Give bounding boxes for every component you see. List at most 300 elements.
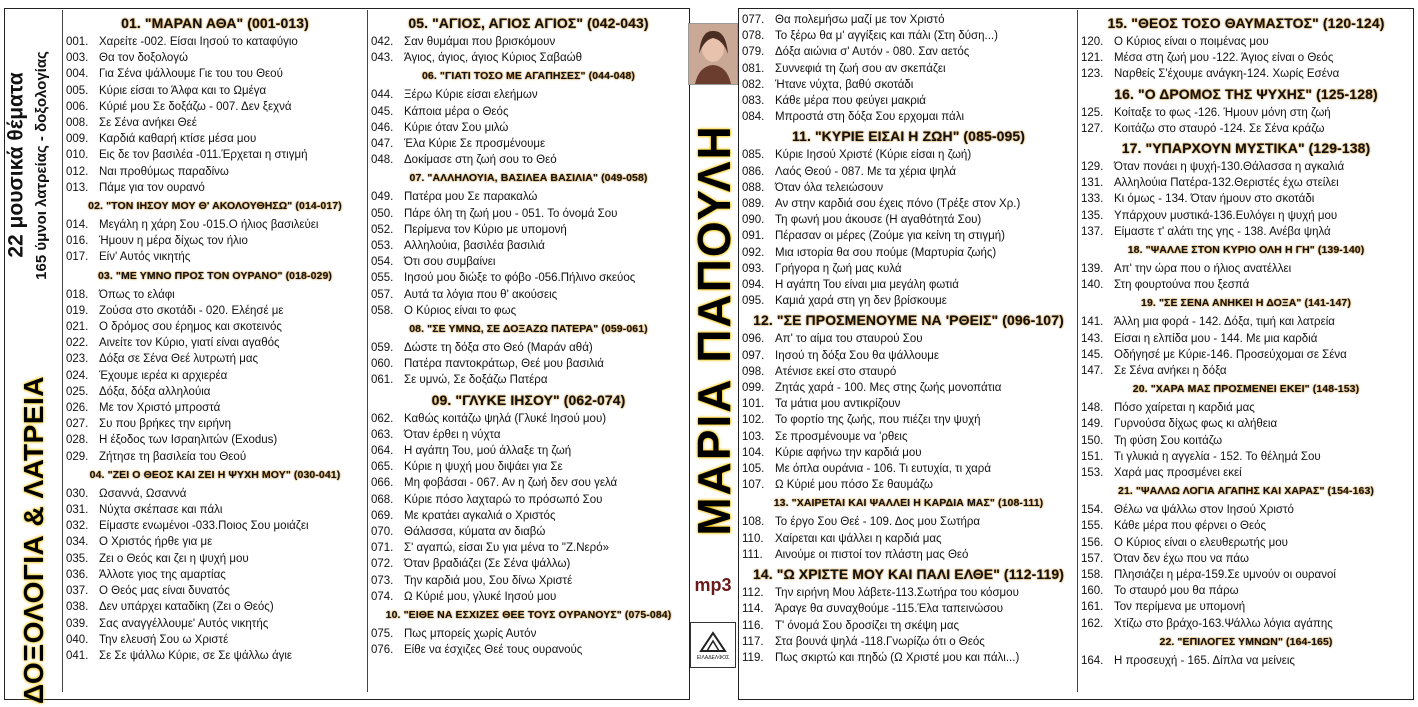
track-number: 077. — [742, 14, 765, 26]
track-item — [371, 475, 686, 491]
track-item — [1081, 465, 1411, 481]
track-title: Σε υμνώ, Σε δοξάζω Πατέρα — [404, 374, 548, 387]
track-number: 095. — [742, 295, 765, 308]
track-item — [1081, 224, 1411, 240]
track-item — [371, 303, 686, 319]
track-item — [66, 217, 364, 233]
track-number: 164. — [1081, 654, 1104, 667]
track-item — [742, 61, 1075, 77]
track-number: 093. — [742, 262, 765, 275]
track-item — [742, 196, 1075, 212]
spine-subtitle-2: 165 ύμνοι λατρείας - δοξολογίας — [32, 50, 50, 280]
track-item — [66, 583, 364, 599]
track-number: 143. — [1081, 332, 1104, 345]
track-item — [371, 120, 686, 136]
track-item — [742, 245, 1075, 261]
track-number: 018. — [66, 288, 89, 301]
track-item — [66, 83, 364, 99]
track-number: 069. — [371, 509, 394, 522]
track-title: Δώστε τη δόξα στο Θεό (Μαράν αθά) — [404, 342, 593, 355]
track-title: Είθε να έσχιζες Θεέ τους ουρανούς — [404, 644, 583, 657]
track-title: Με τον Χριστό μπροστά — [99, 402, 221, 415]
track-title: Έλα Κύριε Σε προσμένουμε — [404, 138, 546, 151]
track-column-2 — [371, 12, 686, 659]
track-number: 055. — [371, 272, 394, 285]
track-title: Θάλασσα, κύματα αν διαβώ — [404, 526, 546, 539]
track-number: 032. — [66, 520, 89, 533]
track-item — [1081, 363, 1411, 379]
track-title: Δόξα σε Σένα Θεέ λυτρωτή μας — [99, 353, 259, 366]
track-number: 059. — [371, 342, 394, 355]
artist-name: ΜΑΡΙΑ ΠΑΠΟΥΛΗ — [688, 124, 741, 536]
track-title: Ο Κύριος είναι το φως — [404, 304, 517, 317]
publisher-name: ΕΙΛΑΔΕΛΦΟΣ — [696, 655, 730, 661]
track-item — [1081, 331, 1411, 347]
track-title: Δόξα αιώνια σ' Αυτόν - 080. Σαν αετός — [775, 46, 970, 59]
track-title: Αλληλούια, βασιλέα βασιλιά — [404, 240, 545, 253]
track-item — [371, 573, 686, 589]
track-title: Τι γλυκιά η αγγελία - 152. Το θέλημά Σου — [1114, 450, 1321, 463]
track-item — [742, 331, 1075, 347]
track-title: Η αγάπη Του είναι μια μεγάλη φωτιά — [775, 279, 959, 292]
track-title: Την ειρήνη Μου λάβετε-113.Σωτήρα του κόσμου — [775, 587, 1019, 600]
track-title: Όταν δεν έχω που να πάω — [1114, 552, 1250, 565]
track-title: Μεγάλη η χάρη Σου -015.Ο ήλιος βασιλεύει — [99, 219, 319, 232]
track-item — [1081, 208, 1411, 224]
track-title: Την καρδιά μου, Σου δίνω Χριστέ — [404, 574, 573, 587]
track-title: Άλλοτε γιος της αμαρτίας — [99, 568, 226, 581]
track-number: 035. — [66, 552, 89, 565]
track-number: 074. — [371, 590, 394, 603]
track-number: 139. — [1081, 263, 1104, 276]
track-title: Το έργο Σου Θεέ - 109. Δος μου Σωτήρα — [775, 516, 981, 529]
album-section-heading: 16. "Ο ΔΡΟΜΟΣ ΤΗΣ ΨΥΧΗΣ" (125-128) — [1114, 85, 1378, 102]
track-item — [371, 626, 686, 642]
track-title: Μη φοβάσαι - 067. Αν η ζωή δεν σου γελά — [404, 477, 618, 490]
publisher-logo-icon — [698, 629, 728, 655]
track-column-3 — [742, 12, 1075, 666]
track-item — [371, 50, 686, 66]
track-number: 062. — [371, 412, 394, 425]
track-title: Όταν βραδιάζει (Σε Σένα ψάλλω) — [404, 558, 571, 571]
track-title: Έχουμε ιερέα κι αρχιερέα — [99, 369, 228, 382]
track-title: Κύριε πόσο λαχταρώ το πρόσωπό Σου — [404, 493, 603, 506]
track-number: 104. — [742, 446, 765, 459]
track-title: Σ' αγαπώ, είσαι Συ για μένα το "Ζ.Νερό» — [404, 542, 609, 555]
portrait-image — [689, 24, 737, 84]
album-section-heading: 09. "ΓΛΥΚΕ ΙΗΣΟΥ" (062-074) — [431, 391, 626, 408]
track-number: 147. — [1081, 365, 1104, 378]
track-item — [371, 556, 686, 572]
track-title: Ο δρόμος σου έρημος και σκοτεινός — [99, 321, 282, 334]
track-title: Πατέρα παντοκράτωρ, Θεέ μου βασιλιά — [404, 358, 604, 371]
track-title: Θα πολεμήσω μαζί με τον Χριστό — [775, 14, 945, 26]
track-item — [1081, 314, 1411, 330]
track-number: 092. — [742, 246, 765, 259]
track-item — [742, 650, 1075, 666]
track-title: Ναι προθύμως παραδίνω — [99, 165, 229, 178]
track-item — [66, 66, 364, 82]
track-number: 081. — [742, 62, 765, 75]
track-title: Ήμουν η μέρα δίχως τον ήλιο — [99, 235, 248, 248]
track-item — [371, 189, 686, 205]
track-number: 061. — [371, 374, 394, 387]
track-item — [742, 445, 1075, 461]
track-number: 029. — [66, 450, 89, 463]
track-number: 064. — [371, 445, 394, 458]
track-number: 082. — [742, 78, 765, 91]
track-title: Άγιος, άγιος, άγιος Κύριος Σαβαώθ — [404, 52, 583, 65]
track-title: Είμαστε τ' αλάτι της γης - 138. Ανέβα ψηλά — [1114, 225, 1331, 238]
track-title: Σας αναγγέλλουμε' Αυτός νικητής — [99, 617, 269, 630]
track-title: Ατένισε εκεί στο σταυρό — [775, 365, 897, 378]
track-title: Θα τον δοξολογώ — [99, 52, 189, 65]
track-title: Πάμε για τον ουρανό — [99, 181, 205, 194]
track-number: 034. — [66, 536, 89, 549]
track-number: 041. — [66, 649, 89, 662]
track-title: Κάθε μέρα που φέρνει ο Θεός — [1114, 520, 1267, 533]
track-title: Άλλη μια φορά - 142. Δόξα, τιμή και λατρεία — [1114, 316, 1335, 329]
track-title: Είσαι η ελπίδα μου - 144. Με μια καρδιά — [1114, 332, 1318, 345]
track-item — [1081, 616, 1411, 632]
track-item — [66, 567, 364, 583]
track-item — [66, 534, 364, 550]
track-item — [1081, 433, 1411, 449]
track-item — [742, 261, 1075, 277]
track-item — [66, 486, 364, 502]
track-number: 037. — [66, 585, 89, 598]
track-item — [66, 368, 364, 384]
track-number: 065. — [371, 461, 394, 474]
track-title: Κύριε όταν Σου μιλώ — [404, 121, 509, 134]
track-title: Περίμενα τον Κύριο με υπομονή — [404, 223, 567, 236]
track-title: Κοίταξε το φως -126. Ήμουν μόνη στη ζωή — [1114, 106, 1331, 119]
track-title: Σε Σε ψάλλω Κύριε, σε Σε ψάλλω άγιε — [99, 649, 293, 662]
track-item — [66, 632, 364, 648]
track-item — [371, 287, 686, 303]
track-number: 050. — [371, 207, 394, 220]
album-section-heading: 04. "ΖΕΙ Ο ΘΕΟΣ ΚΑΙ ΖΕΙ Η ΨΥΧΗ ΜΟΥ" (030-041) — [89, 468, 341, 481]
column-divider — [367, 10, 368, 692]
track-title: Καθώς κοιτάζω ψηλά (Γλυκέ Ιησού μου) — [404, 412, 607, 425]
album-section-heading: 05. "ΑΓΙΟΣ, ΑΓΙΟΣ ΑΓΙΟΣ" (042-043) — [408, 15, 649, 31]
track-title: Σαν θυμάμαι που βρισκόμουν — [404, 36, 556, 48]
track-number: 151. — [1081, 450, 1104, 463]
track-item — [1081, 261, 1411, 277]
track-item — [371, 340, 686, 356]
track-title: Η προσευχή - 165. Δίπλα να μείνεις — [1114, 654, 1295, 667]
track-title: Εις δε τον βασιλέα -011.Έρχεται η στιγμή — [99, 149, 308, 162]
track-title: Αν στην καρδιά σου έχεις πόνο (Τρέξε στον Χρ.) — [775, 198, 1021, 211]
track-item — [371, 104, 686, 120]
track-number: 135. — [1081, 209, 1104, 222]
track-number: 017. — [66, 251, 89, 264]
track-number: 096. — [742, 333, 765, 346]
track-number: 028. — [66, 434, 89, 447]
album-section-heading: 11. "ΚΥΡΙΕ ΕΙΣΑΙ Η ΖΩΗ" (085-095) — [791, 128, 1026, 145]
track-number: 026. — [66, 402, 89, 415]
track-item — [371, 642, 686, 658]
track-number: 048. — [371, 154, 394, 167]
track-number: 137. — [1081, 225, 1104, 238]
track-item — [371, 372, 686, 388]
track-item — [742, 44, 1075, 60]
track-number: 053. — [371, 240, 394, 253]
publisher-logo — [690, 622, 736, 668]
track-item — [1081, 277, 1411, 293]
track-item — [1081, 449, 1411, 465]
track-item — [1081, 347, 1411, 363]
track-item — [1081, 34, 1411, 50]
track-item — [742, 228, 1075, 244]
track-item — [66, 34, 364, 50]
album-section-heading: 03. "ΜΕ ΥΜΝΟ ΠΡΟΣ ΤΟΝ ΟΥΡΑΝΟ" (018-029) — [97, 269, 332, 282]
track-item — [66, 335, 364, 351]
track-item — [742, 212, 1075, 228]
track-title: Κάθε μέρα που φεύγει μακριά — [775, 95, 926, 108]
track-number: 009. — [66, 133, 89, 146]
track-item — [1081, 653, 1411, 669]
track-item — [742, 147, 1075, 163]
track-number: 127. — [1081, 122, 1104, 135]
track-number: 154. — [1081, 504, 1104, 517]
track-title: Ήτανε νύχτα, βαθύ σκοτάδι — [775, 78, 914, 91]
track-item — [66, 50, 364, 66]
track-title: Σε Σένα ανήκει η δόξα — [1114, 365, 1227, 378]
track-item — [66, 249, 364, 265]
track-item — [742, 514, 1075, 530]
track-item — [371, 411, 686, 427]
track-item — [371, 34, 686, 50]
track-title: Την ελευσή Σου ω Χριστέ — [99, 633, 229, 646]
track-title: Μέσα στη ζωή μου -122. Άγιος είναι ο Θεός — [1114, 52, 1334, 65]
album-section-heading: 14. "Ω ΧΡΙΣΤΕ ΜΟΥ ΚΑΙ ΠΑΛΙ ΕΛΘΕ" (112-119) — [753, 566, 1064, 583]
track-number: 107. — [742, 479, 765, 492]
track-number: 119. — [742, 651, 764, 664]
track-number: 140. — [1081, 279, 1104, 292]
track-title: Πάρε όλη τη ζωή μου - 051. Το όνομά Σου — [404, 207, 618, 220]
track-item — [66, 384, 364, 400]
track-item — [371, 238, 686, 254]
album-section-heading: 12. "ΣΕ ΠΡΟΣΜΕΝΟΥΜΕ ΝΑ 'ΡΘΕΙΣ" (096-107) — [753, 312, 1064, 329]
track-number: 003. — [66, 52, 89, 65]
track-number: 121. — [1081, 52, 1104, 65]
track-title: Ο Θεός μας είναι δυνατός — [99, 585, 230, 598]
track-item — [742, 109, 1075, 125]
track-title: Ναρθείς Σ'έχουμε ανάγκη-124. Χωρίς Εσένα — [1114, 68, 1340, 81]
track-number: 075. — [371, 628, 394, 641]
track-title: Στη φουρτούνα που ξεσπά — [1114, 279, 1250, 292]
track-title: Καρδιά καθαρή κτίσε μέσα μου — [99, 133, 257, 146]
track-title: Τ' όνομά Σου δροσίζει τη σκέψη μας — [775, 619, 960, 632]
album-section-heading: 06. "ΓΙΑΤΙ ΤΟΣΟ ΜΕ ΑΓΑΠΗΣΕΣ" (044-048) — [421, 70, 636, 83]
track-title: Υπάρχουν μυστικά-136.Ευλόγει η ψυχή μου — [1114, 209, 1338, 222]
track-title: Πλησιάζει η μέρα-159.Σε υμνούν οι ουρανοί — [1114, 569, 1336, 582]
track-item — [1081, 502, 1411, 518]
track-item — [742, 531, 1075, 547]
track-number: 044. — [371, 89, 394, 102]
track-title: Είμαστε ενωμένοι -033.Ποιος Σου μοιάζει — [99, 520, 309, 533]
track-number: 072. — [371, 558, 394, 571]
track-item — [742, 348, 1075, 364]
track-number: 013. — [66, 181, 89, 194]
track-item — [371, 524, 686, 540]
track-number: 129. — [1081, 161, 1104, 174]
track-title: Ωσαννά, Ωσαννά — [99, 487, 187, 500]
track-title: Το σταυρό μου θα πάρω — [1114, 585, 1239, 598]
track-number: 068. — [371, 493, 394, 506]
track-title: Πέρασαν οι μέρες (Ζούμε για κείνη τη στιγμή) — [775, 230, 1005, 243]
track-item — [742, 164, 1075, 180]
album-section-heading: 10. "ΕΙΘΕ ΝΑ ΕΣΧΙΖΕΣ ΘΕΕ ΤΟΥΣ ΟΥΡΑΝΟΥΣ" (075-084) — [385, 609, 672, 622]
track-title: Αυτά τα λόγια που θ' ακούσεις — [404, 288, 558, 301]
track-number: 158. — [1081, 569, 1104, 582]
track-number: 155. — [1081, 520, 1104, 533]
track-number: 057. — [371, 288, 394, 301]
track-number: 036. — [66, 568, 89, 581]
track-number: 117. — [742, 635, 764, 648]
track-number: 098. — [742, 365, 765, 378]
track-number: 010. — [66, 149, 89, 162]
track-item — [1081, 175, 1411, 191]
track-item — [1081, 535, 1411, 551]
track-item — [742, 547, 1075, 563]
track-item — [66, 180, 364, 196]
track-number: 006. — [66, 100, 89, 113]
track-title: Ζούσα στο σκοτάδι - 020. Ελέησέ με — [99, 304, 284, 317]
track-item — [371, 492, 686, 508]
track-number: 161. — [1081, 601, 1104, 614]
track-item — [371, 254, 686, 270]
track-item — [742, 364, 1075, 380]
track-column-1 — [66, 12, 364, 664]
track-number: 012. — [66, 165, 89, 178]
track-number: 088. — [742, 181, 765, 194]
track-title: Είν' Αυτός νικητής — [99, 251, 191, 264]
track-title: Θέλω να ψάλλω στον Ιησού Χριστό — [1114, 504, 1294, 517]
track-number: 083. — [742, 95, 765, 108]
track-number: 058. — [371, 304, 394, 317]
track-item — [742, 93, 1075, 109]
track-item — [1081, 191, 1411, 207]
track-item — [66, 518, 364, 534]
track-item — [742, 477, 1075, 493]
track-item — [1081, 400, 1411, 416]
track-number: 071. — [371, 542, 394, 555]
track-number: 019. — [66, 304, 89, 317]
track-number: 042. — [371, 36, 394, 48]
track-title: Σε προσμένουμε να 'ρθεις — [775, 430, 908, 443]
track-number: 112. — [742, 587, 764, 600]
album-section-heading: 20. "ΧΑΡΑ ΜΑΣ ΠΡΟΣΜΕΝΕΙ ΕΚΕΙ" (148-153) — [1132, 383, 1360, 396]
track-item — [66, 131, 364, 147]
track-title: Τα μάτια μου αντικρίζουν — [775, 398, 901, 411]
track-item — [1081, 121, 1411, 137]
track-title: Κύριε Ιησού Χριστέ (Κύριε είσαι η ζωή) — [775, 149, 972, 162]
track-item — [66, 432, 364, 448]
track-title: Συννεφιά τη ζωή σου αν σκεπάζει — [775, 62, 946, 75]
album-section-heading: 08. "ΣΕ ΥΜΝΩ, ΣΕ ΔΟΞΑΖΩ ΠΑΤΕΡΑ" (059-061) — [409, 323, 648, 336]
track-title: Ζητάς χαρά - 100. Μες στης ζωής μονοπάτια — [775, 382, 1002, 395]
track-item — [371, 356, 686, 372]
album-section-heading: 07. "ΑΛΛΗΛΟΥΙΑ, ΒΑΣΙΛΕΑ ΒΑΣΙΛΙΑ" (049-058) — [409, 172, 648, 185]
album-section-heading: 13. "ΧΑΙΡΕΤΑΙ ΚΑΙ ΨΑΛΛΕΙ Η ΚΑΡΔΙΑ ΜΑΣ" (108-111) — [773, 497, 1044, 510]
artist-photo — [688, 23, 738, 85]
track-title: Όπως το ελάφι — [99, 288, 175, 301]
track-item — [66, 287, 364, 303]
track-title: Γρήγορα η ζωή μας κυλά — [775, 262, 902, 275]
track-title: Όταν όλα τελειώσουν — [775, 181, 884, 194]
track-number: 043. — [371, 52, 394, 65]
track-number: 110. — [742, 532, 764, 545]
track-title: Δοκίμασε στη ζωή σου το Θεό — [404, 154, 557, 167]
track-item — [66, 551, 364, 567]
track-item — [371, 459, 686, 475]
track-title: Ζει ο Θεός και ζει η ψυχή μου — [99, 552, 249, 565]
album-section-heading: 18. "ΨΑΛΛΕ ΣΤΟΝ ΚΥΡΙΟ ΟΛΗ Η ΓΗ" (139-140) — [1127, 244, 1365, 257]
track-number: 150. — [1081, 434, 1104, 447]
track-number: 103. — [742, 430, 765, 443]
track-number: 039. — [66, 617, 89, 630]
track-title: Άραγε θα συναχθούμε -115.Έλα ταπεινώσου — [775, 603, 1003, 616]
track-number: 079. — [742, 46, 765, 59]
track-title: Γυρνούσα δίχως φως κι αλήθεια — [1114, 418, 1278, 431]
track-number: 145. — [1081, 348, 1104, 361]
track-title: Κύριε η ψυχή μου διψάει για Σε — [404, 461, 563, 474]
track-number: 030. — [66, 487, 89, 500]
track-item — [1081, 159, 1411, 175]
track-title: Χαίρεται και ψάλλει η καρδιά μας — [775, 532, 942, 545]
track-number: 157. — [1081, 552, 1104, 565]
track-number: 049. — [371, 191, 394, 204]
track-number: 014. — [66, 219, 89, 232]
track-item — [742, 28, 1075, 44]
track-number: 073. — [371, 574, 394, 587]
track-number: 001. — [66, 36, 89, 48]
track-title: Τον περίμενα με υπομονή — [1114, 601, 1246, 614]
track-item — [66, 648, 364, 664]
track-title: Με όπλα ουράνια - 106. Τι ευτυχία, τι χαρά — [775, 463, 991, 476]
track-number: 016. — [66, 235, 89, 248]
track-number: 070. — [371, 526, 394, 539]
track-number: 023. — [66, 353, 89, 366]
track-item — [371, 540, 686, 556]
track-title: Αινούμε οι πιστοί τον πλάστη μας Θεό — [775, 548, 969, 561]
track-item — [742, 396, 1075, 412]
track-title: Πατέρα μου Σε παρακαλώ — [404, 191, 538, 204]
track-item — [66, 599, 364, 615]
track-title: Κάποια μέρα ο Θεός — [404, 105, 509, 118]
track-title: Ότι σου συμβαίνει — [404, 256, 496, 269]
track-number: 045. — [371, 105, 394, 118]
track-number: 047. — [371, 138, 394, 151]
track-item — [371, 222, 686, 238]
track-title: Κοιτάζω στο σταυρό -124. Σε Σένα κράζω — [1114, 122, 1325, 135]
track-item — [742, 12, 1075, 28]
track-title: Δόξα, δόξα αλληλούια — [99, 385, 211, 398]
track-item — [1081, 50, 1411, 66]
track-number: 008. — [66, 117, 89, 130]
track-number: 156. — [1081, 536, 1104, 549]
track-item — [1081, 66, 1411, 82]
track-item — [66, 115, 364, 131]
track-item — [1081, 518, 1411, 534]
track-item — [66, 351, 364, 367]
track-item — [742, 429, 1075, 445]
track-title: Χαρείτε -002. Είσαι Ιησού το καταφύγιο — [99, 36, 298, 48]
track-item — [66, 99, 364, 115]
track-number: 052. — [371, 223, 394, 236]
